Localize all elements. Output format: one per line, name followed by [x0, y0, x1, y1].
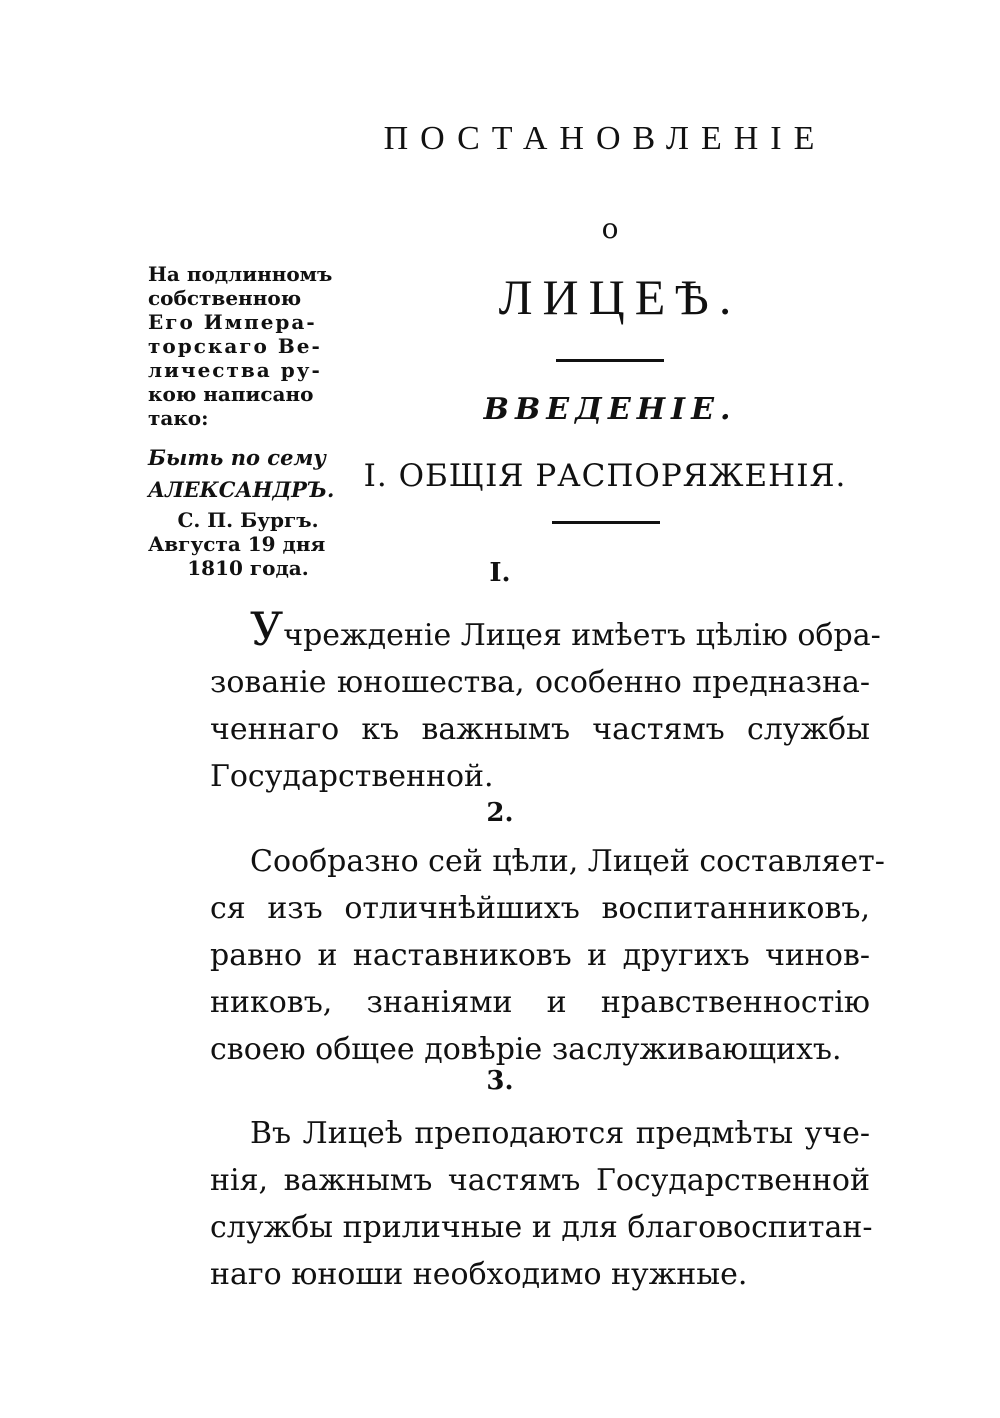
paragraph-line: наго юноши необходимо нужные. — [210, 1257, 748, 1292]
paragraph-line: никовъ, знаніями и нравственностію — [210, 985, 870, 1020]
paragraph-line: Сообразно сей цѣли, Лицей составляет- — [250, 844, 885, 879]
margin-note-signature: АЛЕКСАНДРЪ. — [148, 477, 335, 502]
paragraph-line: ся изъ отличнѣйшихъ воспитанниковъ, — [210, 891, 870, 926]
drop-cap: У — [250, 602, 284, 656]
margin-note — [148, 262, 348, 580]
paragraph-line: нія, важнымъ частямъ Государственной — [210, 1163, 870, 1198]
article-paragraph — [210, 602, 881, 800]
article-number: 2. — [486, 798, 514, 828]
margin-note-line: тако: — [148, 406, 209, 430]
article-number: I. — [489, 558, 511, 588]
about-word: о — [601, 212, 619, 245]
paragraph-line: Государственной. — [210, 759, 494, 794]
divider-rule — [556, 359, 664, 362]
paragraph-line: Учрежденіе Лицея имѣетъ цѣлію обра- — [250, 602, 881, 656]
paragraph-line: Въ Лицеѣ преподаются предмѣты уче- — [250, 1116, 870, 1151]
margin-note-line: На подлинномъ — [148, 262, 333, 286]
document-subject: ЛИЦЕѢ. — [498, 269, 742, 325]
article-number: 3. — [486, 1066, 514, 1096]
article-paragraph — [210, 838, 885, 1073]
paragraph-line: своею общее довѣріе заслуживающихъ. — [210, 1032, 842, 1067]
paragraph-line: ченнаго къ важнымъ частямъ службы — [210, 712, 870, 747]
margin-note-line: собственною — [148, 286, 302, 310]
margin-note-year: 1810 года. — [187, 556, 309, 580]
introduction-heading: ВВЕДЕНІЕ. — [483, 392, 737, 427]
margin-note-line: Его Импера- — [148, 310, 317, 334]
margin-note-line: кою написано — [148, 382, 314, 406]
margin-note-line: личества ру- — [148, 358, 322, 382]
margin-note-line: торскаго Ве- — [148, 334, 322, 358]
section-heading: I. ОБЩІЯ РАСПОРЯЖЕНІЯ. — [363, 458, 847, 494]
paragraph-line: службы приличные и для благовоспитан- — [210, 1210, 873, 1245]
margin-note-resolution: Быть по сему — [148, 445, 326, 470]
paragraph-line: равно и наставниковъ и другихъ чинов- — [210, 938, 870, 973]
paragraph-line: зованіе юношества, особенно предназна- — [210, 665, 870, 700]
divider-rule — [552, 521, 660, 524]
document-title: ПОСТАНОВЛЕНІЕ — [383, 120, 827, 157]
article-paragraph — [210, 1110, 873, 1298]
margin-note-date: Августа 19 дня — [148, 532, 326, 556]
margin-note-place: С. П. Бургъ. — [177, 508, 319, 532]
